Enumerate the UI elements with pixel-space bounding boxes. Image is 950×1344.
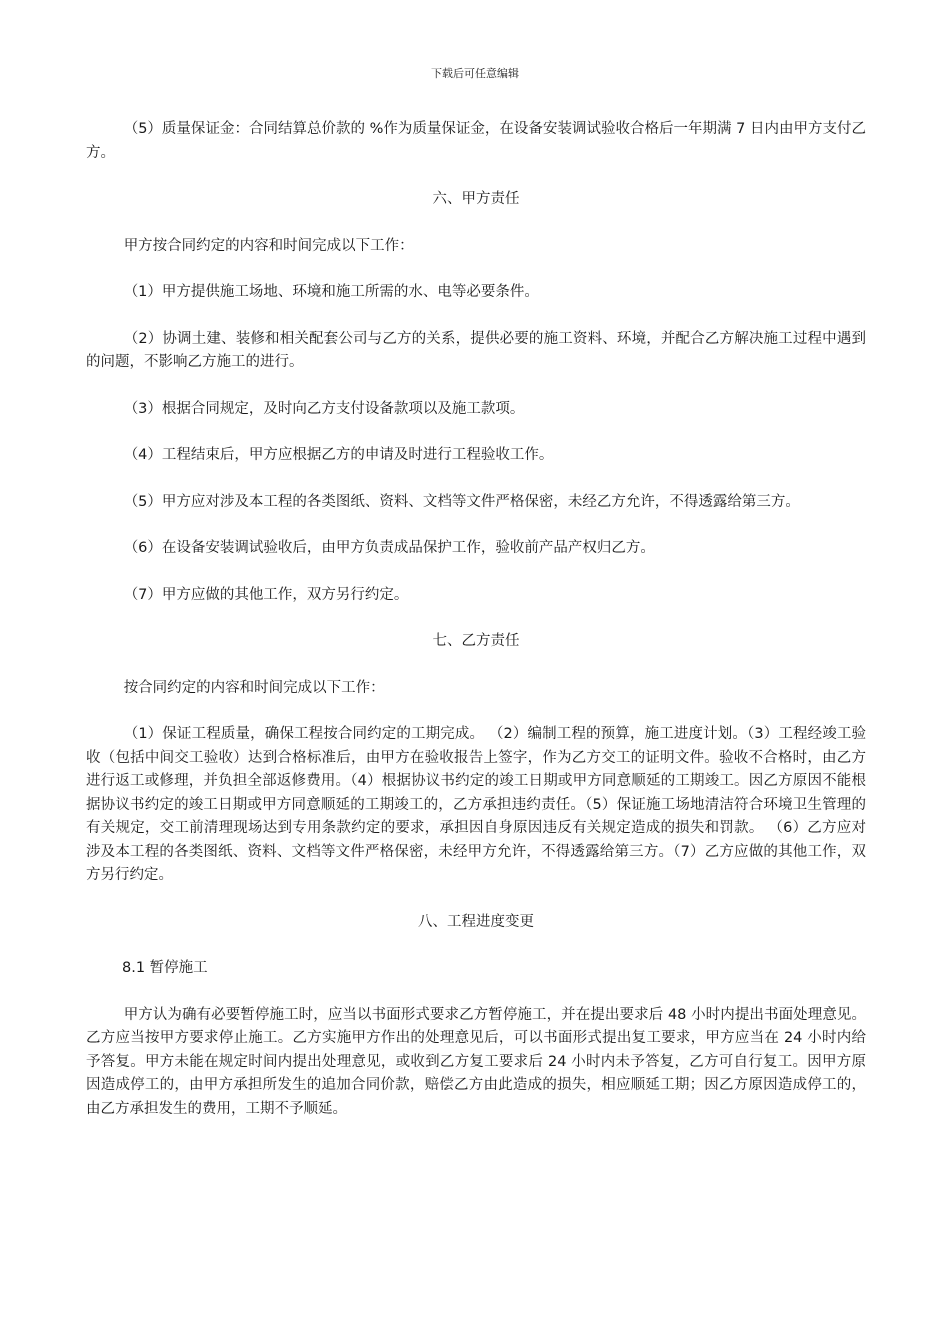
paragraph-party-a-item-2: （2）协调土建、装修和相关配套公司与乙方的关系，提供必要的施工资料、环境，并配合乙方解决施工过程中遇到的问题，不影响乙方施工的进行。 <box>86 330 866 370</box>
section-title-progress-change: 八、工程进度变更 <box>418 913 534 930</box>
paragraph-suspension: 甲方认为确有必要暂停施工时，应当以书面形式要求乙方暂停施工，并在提出要求后 48 小时内提出书面处理意见。乙方应当按甲方要求停止施工。乙方实施甲方作出的处理意见后，可以书面形式提出复工要求，甲方应当在 24 小时内给予答复。甲方未能在规定时间内提出处理意见，或收到乙方复工要求后 24 小时内未予答复，乙方可自行复工。因甲方原因造成停工的，由甲方承担所发生的追加合同价款，赔偿乙方由此造成的损失，相应顺延工期；因乙方原因造成停工的，由乙方承担发生的费用，工期不予顺延。 <box>86 1006 866 1117</box>
paragraph-party-a-item-6: （6）在设备安装调试验收后，由甲方负责成品保护工作，验收前产品产权归乙方。 <box>123 540 655 556</box>
paragraph-party-a-item-1: （1）甲方提供施工场地、环境和施工所需的水、电等必要条件。 <box>123 284 539 300</box>
paragraph-party-a-item-5: （5）甲方应对涉及本工程的各类图纸、资料、文档等文件严格保密，未经乙方允许，不得透露给第三方。 <box>123 493 800 510</box>
paragraph-party-a-item-4: （4）工程结束后，甲方应根据乙方的申请及时进行工程验收工作。 <box>123 447 554 463</box>
section-title-party-b: 七、乙方责任 <box>432 633 520 649</box>
paragraph-party-a-intro: 甲方按合同约定的内容和时间完成以下工作： <box>123 237 414 254</box>
paragraph-party-a-item-7: （7）甲方应做的其他工作，双方另行约定。 <box>123 586 409 603</box>
paragraph-party-a-item-3: （3）根据合同规定，及时向乙方支付设备款项以及施工款项。 <box>123 400 525 417</box>
paragraph-party-b-intro: 按合同约定的内容和时间完成以下工作： <box>123 679 385 696</box>
document-body <box>86 118 866 1144</box>
page-header-note: 下载后可任意编辑 <box>431 67 519 80</box>
paragraph-party-b-items: （1）保证工程质量，确保工程按合同约定的工期完成。 （2）编制工程的预算，施工进度计划。（3）工程经竣工验收（包括中间交工验收）达到合格标准后，由甲方在验收报告上签字，作为乙方交工的证明文件。验收不合格时，由乙方进行返工或修理，并负担全部返修费用。（4）根据协议书约定的竣工日期或甲方同意顺延的工期竣工。因乙方原因不能根据协议书约定的竣工日期或甲方同意顺延的工期竣工的，乙方承担违约责任。（5）保证施工场地清洁符合环境卫生管理的有关规定，交工前清理现场达到专用条款约定的要求，承担因自身原因违反有关规定造成的损失和罚款。 （6）乙方应对涉及本工程的各类图纸、资料、文档等文件严格保密，未经甲方允许，不得透露给第三方。（7）乙方应做的其他工作，双方另行约定。 <box>86 726 866 883</box>
subsection-title-suspension: 8.1 暂停施工 <box>122 960 208 976</box>
paragraph-quality-deposit: （5）质量保证金：合同结算总价款的 %作为质量保证金，在设备安装调试验收合格后一年期满 7 日内由甲方支付乙方。 <box>86 121 866 161</box>
section-title-party-a: 六、甲方责任 <box>432 191 520 207</box>
